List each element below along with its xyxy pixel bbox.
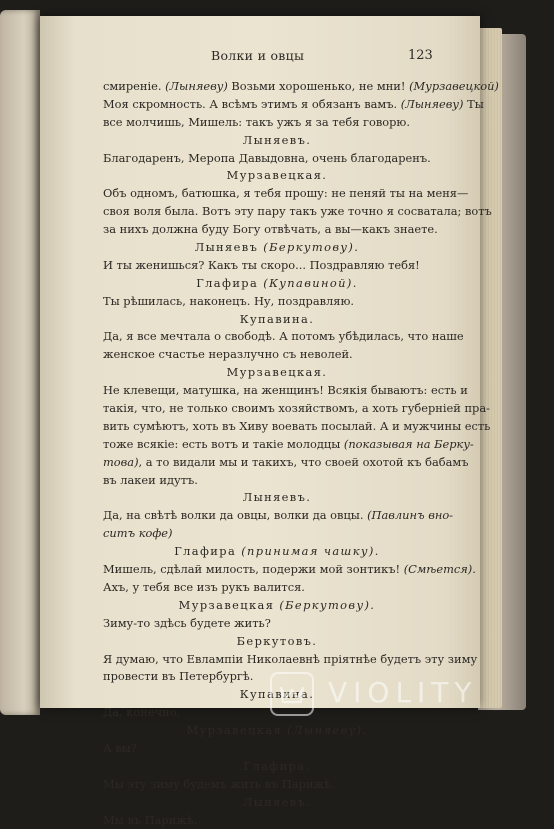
line-segment: Лыняевъ. xyxy=(242,490,312,505)
stage-direction: (принимая чашку). xyxy=(241,544,380,559)
text-line xyxy=(103,436,474,454)
text-line xyxy=(103,185,469,203)
line-segment: своя воля была. Вотъ эту пару такъ уже точно я сосватала; вотъ xyxy=(103,204,492,219)
text-line xyxy=(103,704,451,722)
speaker-name xyxy=(103,132,451,150)
stage-direction: (Павлинъ вно- xyxy=(367,508,454,523)
line-segment: Глафира xyxy=(196,275,264,290)
line-segment: смиреніе. xyxy=(103,79,166,93)
speaker-name xyxy=(103,794,451,812)
line-segment: Не клевещи, матушка, на женщинъ! Всякія бываютъ: есть и xyxy=(103,383,468,398)
line-segment: Мы эту зиму будемъ жить въ Парижѣ. xyxy=(103,776,335,791)
play-text xyxy=(103,78,499,829)
line-segment: Благодаренъ, Меропа Давыдовна, очень благодаренъ. xyxy=(103,150,431,165)
line-segment: Мурзавецкая. xyxy=(226,365,328,380)
text-line xyxy=(103,400,490,418)
text-line xyxy=(103,579,451,597)
stage-direction: (Беркутову). xyxy=(279,597,376,612)
stage-direction: (Смѣется). xyxy=(403,562,476,577)
line-segment: Мурзавецкая xyxy=(178,597,280,612)
text-line xyxy=(103,293,451,311)
text-line xyxy=(103,561,476,579)
speaker-name xyxy=(103,686,451,704)
speaker-name xyxy=(103,633,451,651)
line-segment: провести въ Петербургѣ. xyxy=(103,669,254,684)
text-line xyxy=(103,615,451,633)
line-segment: Да, я все мечтала о свободѣ. А потомъ убѣдилась, что наше xyxy=(103,329,464,344)
text-line xyxy=(103,454,469,472)
line-segment: такія, что, не только своимъ хозяйствомъ, а хоть губерніей пра- xyxy=(103,401,490,416)
speaker-name xyxy=(103,364,451,382)
stage-direction: ситъ кофе) xyxy=(103,526,173,541)
stage-direction: (Лыняеву). xyxy=(287,723,368,738)
text-line xyxy=(103,78,499,96)
text-line xyxy=(103,651,478,669)
line-segment: Глафира. xyxy=(243,758,311,773)
speaker-name xyxy=(103,543,451,561)
text-line xyxy=(103,257,451,275)
speaker-name xyxy=(103,758,451,776)
speaker-name xyxy=(103,167,451,185)
page-number: 123 xyxy=(408,48,433,63)
line-segment: Мишель, сдѣлай милость, подержи мой зонтикъ! xyxy=(103,562,404,577)
speaker-name xyxy=(103,311,451,329)
text-line xyxy=(103,203,492,221)
line-segment: Ты рѣшилась, наконецъ. Ну, поздравляю. xyxy=(103,293,354,308)
line-segment: Купавина. xyxy=(239,687,315,702)
line-segment: Мурзавецкая. xyxy=(226,168,328,183)
speaker-name xyxy=(103,275,451,293)
text-line xyxy=(103,507,454,525)
line-segment: Зиму-то здѣсь будете жить? xyxy=(103,615,271,630)
speaker-name xyxy=(103,722,451,740)
text-line xyxy=(103,150,451,168)
watermark-text: VIOLITY xyxy=(328,676,478,709)
stage-direction: (показывая на Берку- xyxy=(343,436,474,451)
stage-direction: (Купавиной). xyxy=(263,275,358,290)
text-line xyxy=(103,328,464,346)
line-segment: Да, конечно. xyxy=(103,705,181,720)
text-line xyxy=(103,525,451,543)
text-line xyxy=(103,96,484,114)
line-segment: , а то видали мы и такихъ, что своей охотой къ бабамъ xyxy=(138,454,469,469)
line-segment: Лыняевъ xyxy=(194,240,264,255)
line-segment: И ты женишься? Какъ ты скоро... Поздравляю тебя! xyxy=(103,257,420,272)
speaker-name xyxy=(103,489,451,507)
speaker-name xyxy=(103,597,451,615)
text-line xyxy=(103,382,468,400)
line-segment: Моя скромность. А всѣмъ этимъ я обязанъ вамъ. xyxy=(103,96,401,111)
stage-direction: (Беркутову). xyxy=(263,240,360,255)
text-line xyxy=(103,418,491,436)
line-segment: Возьми хорошенько, не мни! xyxy=(227,79,410,93)
line-segment: Мы въ Парижѣ. xyxy=(103,812,198,827)
line-segment: вить сумѣютъ, хоть въ Хиву воевать посылай. А и мужчины есть xyxy=(103,418,491,433)
line-segment: въ лакеи идутъ. xyxy=(103,472,198,487)
running-title: Волки и овцы xyxy=(211,48,305,63)
line-segment: Купавина. xyxy=(239,311,315,326)
text-line xyxy=(103,346,451,364)
line-segment: Лыняевъ. xyxy=(242,794,312,809)
text-line xyxy=(103,114,451,132)
stage-direction: (Лыняеву) xyxy=(165,79,228,93)
stage-direction: (Мурзавецкой) xyxy=(409,79,499,93)
line-segment: Я думаю, что Евлампіи Николаевнѣ пріятнѣе будетъ эту зиму xyxy=(103,651,478,666)
line-segment: Ахъ, у тебя все изъ рукъ валится. xyxy=(103,579,305,594)
line-segment: Мурзавецкая xyxy=(186,723,288,738)
line-segment: А вы? xyxy=(103,740,137,755)
line-segment: Лыняевъ. xyxy=(242,132,312,147)
line-segment: Глафира xyxy=(174,544,242,559)
line-segment: Ты xyxy=(463,96,484,111)
page-header xyxy=(40,48,480,66)
text-line xyxy=(103,668,451,686)
line-segment: тоже всякіе: есть вотъ и такіе молодцы xyxy=(103,436,344,451)
line-segment: все молчишь, Мишель: такъ ужъ я за тебя говорю. xyxy=(103,114,410,129)
text-line xyxy=(103,221,451,239)
line-segment: Беркутовъ. xyxy=(236,633,318,648)
text-line xyxy=(103,740,451,758)
text-line xyxy=(103,472,451,490)
line-segment: Объ одномъ, батюшка, я тебя прошу: не пеняй ты на меня— xyxy=(103,186,469,201)
text-line xyxy=(103,776,451,794)
line-segment: Да, на свѣтѣ волки да овцы, волки да овцы. xyxy=(103,508,368,523)
text-line xyxy=(103,812,451,829)
stage-direction: това) xyxy=(103,454,139,469)
book-page xyxy=(40,16,499,827)
speaker-name xyxy=(103,239,451,257)
line-segment: за нихъ должна буду Богу отвѣчать, а вы—какъ знаете. xyxy=(103,222,438,237)
line-segment: женское счастье неразлучно съ неволей. xyxy=(103,347,353,362)
left-page-edge xyxy=(0,10,40,715)
stage-direction: (Лыняеву) xyxy=(400,96,464,111)
